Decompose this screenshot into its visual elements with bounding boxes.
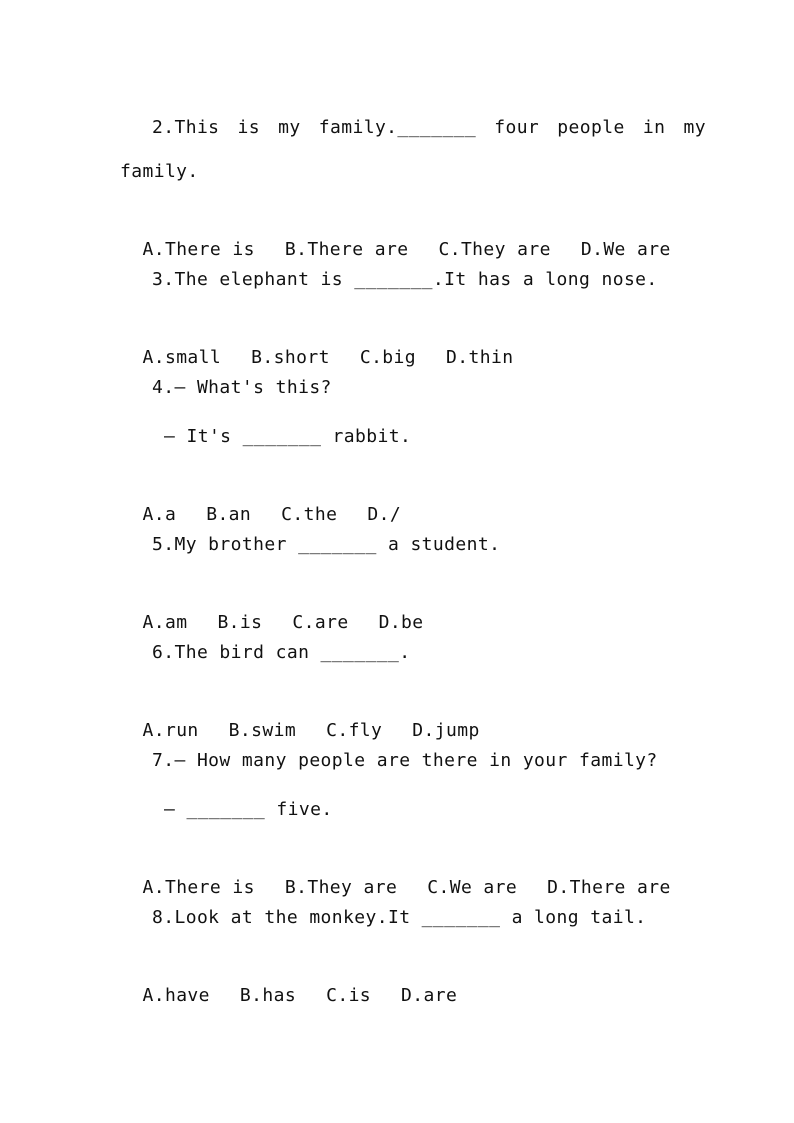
option-a: A.am (142, 612, 188, 633)
question-6-options (120, 695, 480, 743)
option-c: C.They are (438, 239, 551, 260)
option-b: B.an (206, 504, 252, 525)
q2-word: four (494, 117, 540, 138)
question-6-stem: 6.The bird can _______. (152, 642, 411, 663)
question-8-stem: 8.Look at the monkey.It _______ a long tail. (152, 907, 647, 928)
question-7-options (120, 852, 671, 900)
question-2-stem (152, 116, 706, 140)
question-8-options (120, 960, 457, 1008)
option-b: B.There are (284, 239, 409, 260)
option-c: C.is (326, 985, 372, 1006)
option-a: A.run (142, 720, 199, 741)
q2-word: my (683, 117, 706, 138)
option-a: A.There is (142, 877, 255, 898)
option-b: B.is (217, 612, 263, 633)
question-2-stem-continued: family. (120, 161, 199, 182)
q2-word: my (278, 117, 301, 138)
option-a: A.a (142, 504, 177, 525)
question-4-reply: — It's _______ rabbit. (164, 426, 412, 447)
option-d: D.jump (412, 720, 480, 741)
option-d: D.be (378, 612, 424, 633)
option-c: C.are (292, 612, 349, 633)
option-b: B.They are (284, 877, 398, 898)
option-d: D.are (401, 985, 458, 1006)
option-d: D./ (367, 504, 402, 525)
question-3-stem: 3.The elephant is _______.It has a long nose. (152, 269, 658, 290)
option-c: C.fly (326, 720, 383, 741)
q2-word: people (557, 117, 625, 138)
question-7-stem: 7.— How many people are there in your family? (152, 750, 658, 771)
option-c: C.We are (427, 877, 518, 898)
option-b: B.short (251, 347, 330, 368)
question-7-reply: — _______ five. (164, 799, 333, 820)
option-c: C.big (359, 347, 417, 368)
question-5-stem: 5.My brother _______ a student. (152, 534, 501, 555)
option-b: B.has (239, 985, 297, 1006)
question-3-options (120, 322, 513, 370)
option-a: A.There is (142, 239, 255, 260)
q2-word: is (237, 117, 261, 138)
option-d: D.We are (580, 239, 671, 260)
question-4-options (120, 479, 401, 527)
q2-word: in (642, 117, 666, 138)
question-2-options (120, 214, 671, 262)
option-a: A.small (142, 347, 222, 368)
option-d: D.There are (547, 877, 671, 898)
option-b: B.swim (228, 720, 297, 741)
option-a: A.have (142, 985, 210, 1006)
option-d: D.thin (446, 347, 514, 368)
question-5-options (120, 587, 424, 635)
q2-word: 2.This (152, 117, 220, 138)
q2-word: family._______ (318, 117, 477, 138)
option-c: C.the (281, 504, 338, 525)
question-4-stem: 4.— What's this? (152, 377, 332, 398)
